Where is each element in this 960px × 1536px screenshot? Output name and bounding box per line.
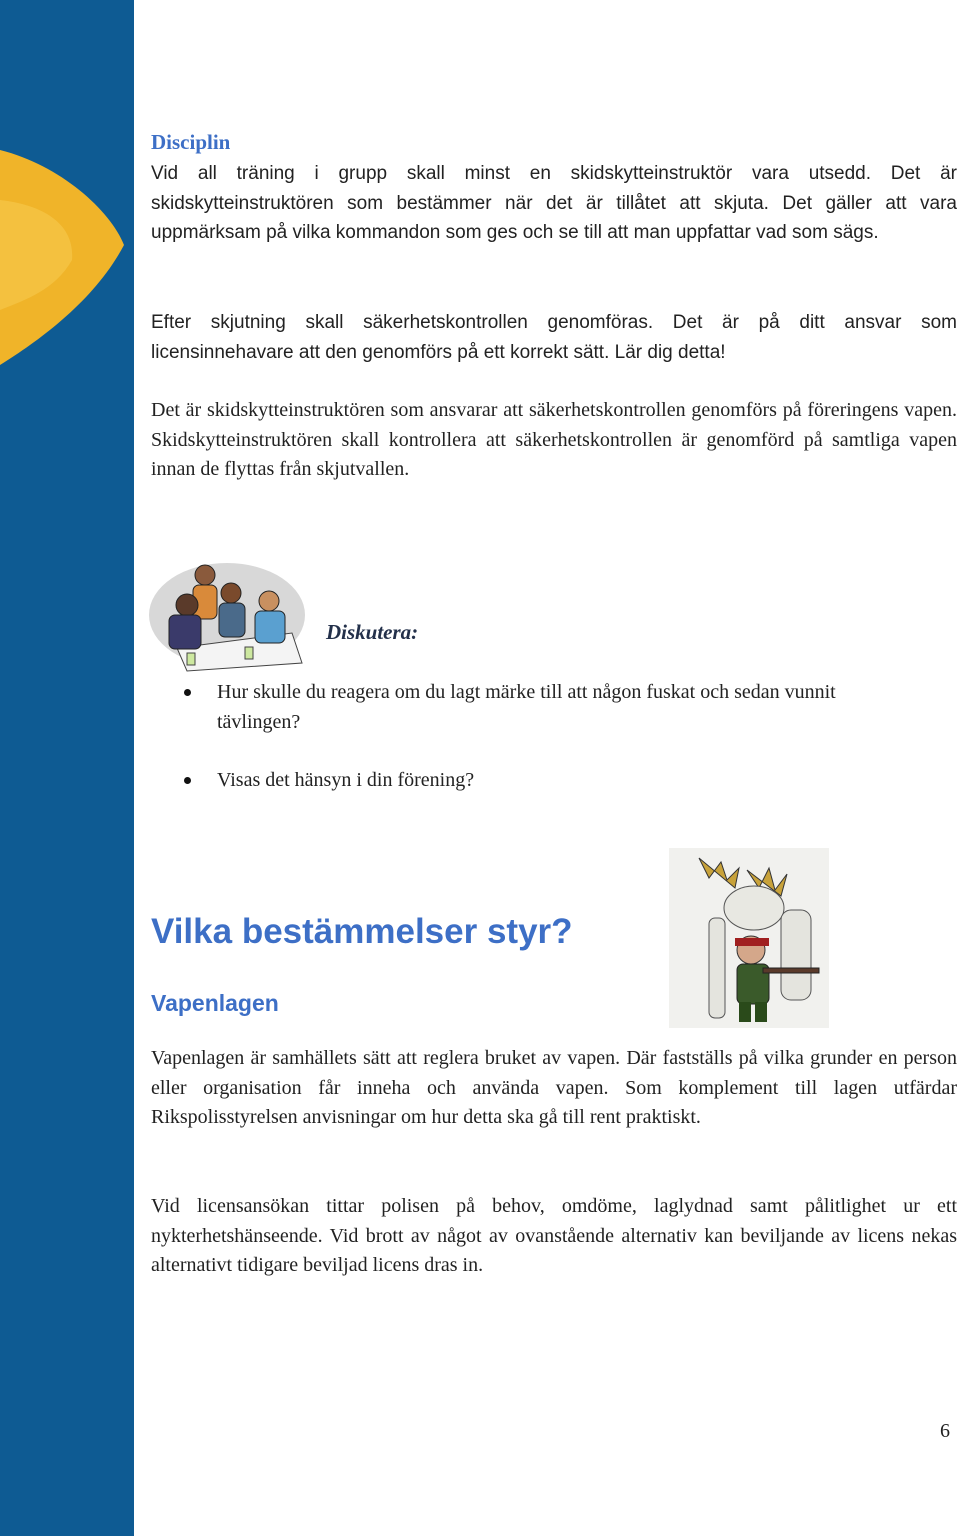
paragraph-vapenlagen-2: Vid licensansökan tittar polisen på behov, omdöme, laglydnad samt pålitlighet ur ett nykterhetshänseende. Vid brott av något av ovanstående alternativ kan beviljande av licens nekas alternativt tidigare beviljad licens dras in. bbox=[151, 1195, 957, 1276]
sidebar-swoosh-graphic bbox=[0, 0, 134, 1536]
paragraph-vapenlagen-1: Vapenlagen är samhällets sätt att reglera bruket av vapen. Där fastställs på vilka grunder en person eller organisation får inneha och använda vapen. Som komplement till lagen utfärdar Rikspolisstyrelsen anvisningar om hur detta ska gå till rent praktiskt. bbox=[151, 1047, 957, 1128]
paragraph-discipline-1: Vid all träning i grupp skall minst en skidskytteinstruktör vara utsedd. Det är skidskytteinstruktören som bestämmer när det är tillåtet att skjuta. Det gäller att vara uppmärksam på vilka kommandon som ges och se till att man uppfattar vad som sägs. bbox=[151, 163, 957, 243]
bullet-icon bbox=[184, 689, 191, 696]
list-item-text: Visas det hänsyn i din förening? bbox=[217, 769, 475, 791]
page-number: 6 bbox=[940, 1420, 950, 1442]
bullet-icon bbox=[184, 777, 191, 784]
meeting-clipart-image bbox=[147, 553, 307, 673]
heading-disciplin: Disciplin bbox=[151, 130, 231, 154]
paragraph-discipline-3: Det är skidskytteinstruktören som ansvarar att säkerhetskontrollen genomförs på föreringens vapen. Skidskytteinstruktören skall kontrollera att säkerhetskontrollen är genomförd på samtliga vapen innan de flyttas från skjutvallen. bbox=[151, 399, 957, 480]
moose-hunter-image bbox=[669, 848, 829, 1028]
list-item bbox=[151, 766, 911, 796]
sidebar-band bbox=[0, 0, 134, 1536]
heading-vapenlagen: Vapenlagen bbox=[151, 990, 279, 1016]
paragraph-discipline-2: Efter skjutning skall säkerhetskontrollen genomföras. Det är på ditt ansvar som licensinnehavare att den genomförs på ett korrekt sätt. Lär dig detta! bbox=[151, 312, 957, 363]
discuss-list bbox=[151, 678, 911, 825]
heading-vilka-bestammelser: Vilka bestämmelser styr? bbox=[151, 912, 573, 951]
list-item-text: Hur skulle du reagera om du lagt märke till att någon fuskat och sedan vunnit tävlingen? bbox=[217, 681, 836, 733]
discuss-label: Diskutera: bbox=[326, 620, 419, 644]
list-item bbox=[151, 678, 911, 737]
